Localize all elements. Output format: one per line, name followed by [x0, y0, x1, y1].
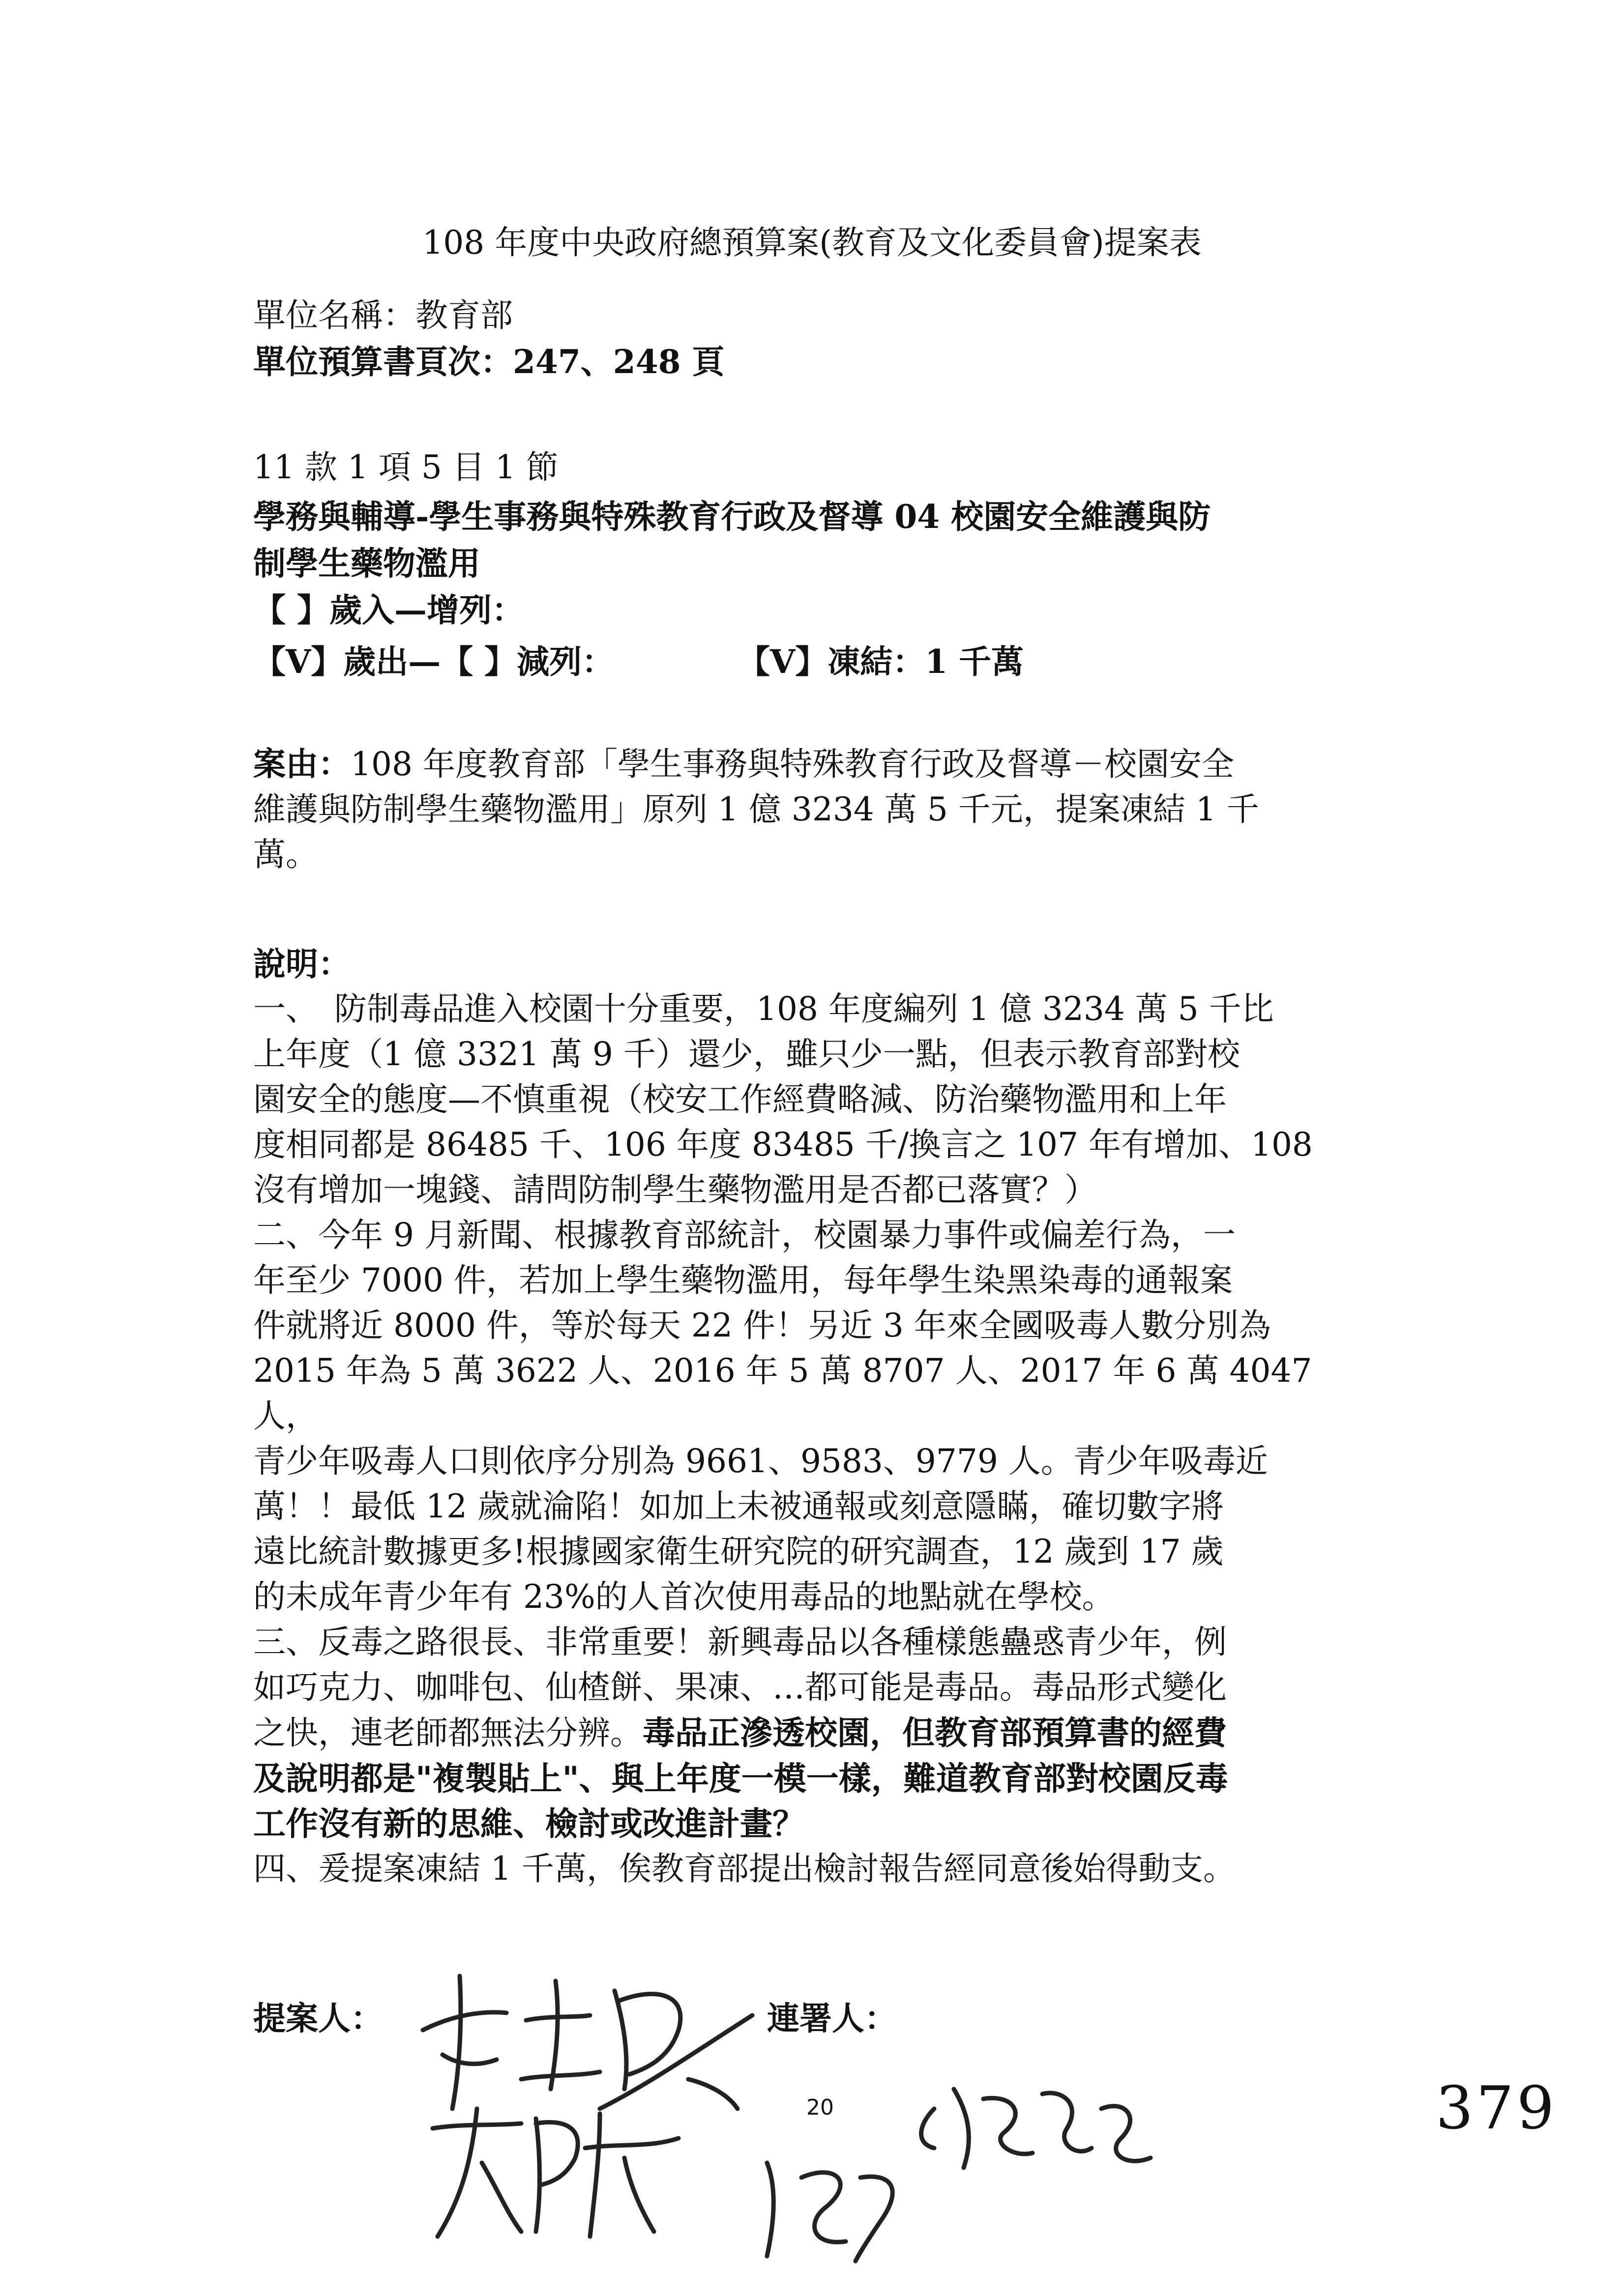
program-line-2: 制學生藥物濫用 — [253, 544, 480, 582]
explanation-line: 2015 年為 5 萬 3622 人、2016 年 5 萬 8707 人、2017 年 6 萬 4047 人， — [253, 1352, 1312, 1435]
explanation-block — [253, 941, 1379, 1891]
program-line-1: 學務與輔導-學生事務與特殊教育行政及督導 04 校園安全維護與防 — [253, 497, 1211, 536]
handwritten-signature-2 — [423, 2099, 698, 2248]
reason-label: 案由： — [253, 745, 351, 783]
reason-line-1: 108 年度教育部「學生事務與特殊教育行政及督導－校園安全 — [351, 745, 1234, 783]
explanation-last-line: 四、爰提案凍結 1 千萬，俟教育部提出檢討報告經同意後始得動支。 — [253, 1850, 1236, 1888]
explanation-line: 三、反毒之路很長、非常重要！新興毒品以各種樣態蠱惑青少年，例 — [253, 1623, 1227, 1661]
reason-block — [253, 741, 1379, 877]
reason-line-3: 萬。 — [253, 836, 318, 873]
reason-line-2: 維護與防制學生藥物濫用」原列 1 億 3234 萬 5 千元，提案凍結 1 千 — [253, 790, 1259, 828]
handwritten-signature-3 — [747, 2060, 1190, 2268]
budget-pages: 單位預算書頁次：247、248 頁 — [253, 343, 725, 381]
explanation-bold-line: 及說明都是"複製貼上"、與上年度一模一樣，難道教育部對校園反毒 — [253, 1759, 1228, 1798]
proposer-label: 提案人： — [253, 1999, 383, 2037]
explanation-lines — [253, 987, 1379, 1710]
explanation-line: 萬！！最低 12 歲就淪陷！如加上未被通報或刻意隱瞞，確切數字將 — [253, 1487, 1224, 1525]
explanation-label: 說明： — [253, 945, 351, 983]
explanation-line: 二、今年 9 月新聞、根據教育部統計，校園暴力事件或偏差行為，一 — [253, 1216, 1236, 1254]
explanation-line: 青少年吸毒人口則依序分別為 9661、9583、9779 人。青少年吸毒近 — [253, 1442, 1268, 1480]
explanation-line: 如巧克力、咖啡包、仙楂餅、果凍、…都可能是毒品。毒品形式變化 — [253, 1668, 1227, 1706]
explanation-line: 度相同都是 86485 千、106 年度 83485 千/換言之 107 年有增加、108 — [253, 1126, 1313, 1163]
unit-name: 單位名稱：教育部 — [253, 296, 513, 334]
explanation-mixed-normal: 之快，連老師都無法分辨。 — [253, 1714, 643, 1752]
freeze-line: 【V】凍結：1 千萬 — [738, 642, 1024, 681]
explanation-mixed-bold: 毒品正滲透校園，但教育部預算書的經費 — [643, 1714, 1227, 1752]
explanation-line: 沒有增加一塊錢、請問防制學生藥物濫用是否都已落實？） — [253, 1171, 1097, 1209]
explanation-line: 一、 防制毒品進入校園十分重要，108 年度編列 1 億 3234 萬 5 千比 — [253, 990, 1274, 1028]
revenue-line: 【 】歲入—增列： — [253, 591, 524, 629]
document-title: 108 年度中央政府總預算案(教育及文化委員會)提案表 — [422, 224, 1202, 262]
section-code: 11 款 1 項 5 目 1 節 — [253, 448, 559, 486]
explanation-bold-line: 工作沒有新的思維、檢討或改進計畫？ — [253, 1804, 805, 1843]
explanation-line: 的未成年青少年有 23%的人首次使用毒品的地點就在學校。 — [253, 1578, 1115, 1616]
explanation-line: 件就將近 8000 件，等於每天 22 件！另近 3 年來全國吸毒人數分別為 — [253, 1307, 1271, 1344]
explanation-line: 園安全的態度—不慎重視（校安工作經費略減、防治藥物濫用和上年 — [253, 1080, 1227, 1118]
cosigner-label: 連署人： — [767, 1999, 897, 2037]
explanation-line: 上年度（1 億 3321 萬 9 千）還少，雖只少一點，但表示教育部對校 — [253, 1035, 1240, 1073]
explanation-line: 遠比統計數據更多!根據國家衛生研究院的研究調查，12 歲到 17 歲 — [253, 1533, 1224, 1570]
explanation-line: 年至少 7000 件，若加上學生藥物濫用，每年學生染黑染毒的通報案 — [253, 1261, 1233, 1299]
expenditure-line: 【V】歲出—【 】減列： — [253, 642, 615, 681]
margin-handwritten-number: 379 — [1436, 2074, 1558, 2143]
page-number: 20 — [806, 2095, 834, 2120]
